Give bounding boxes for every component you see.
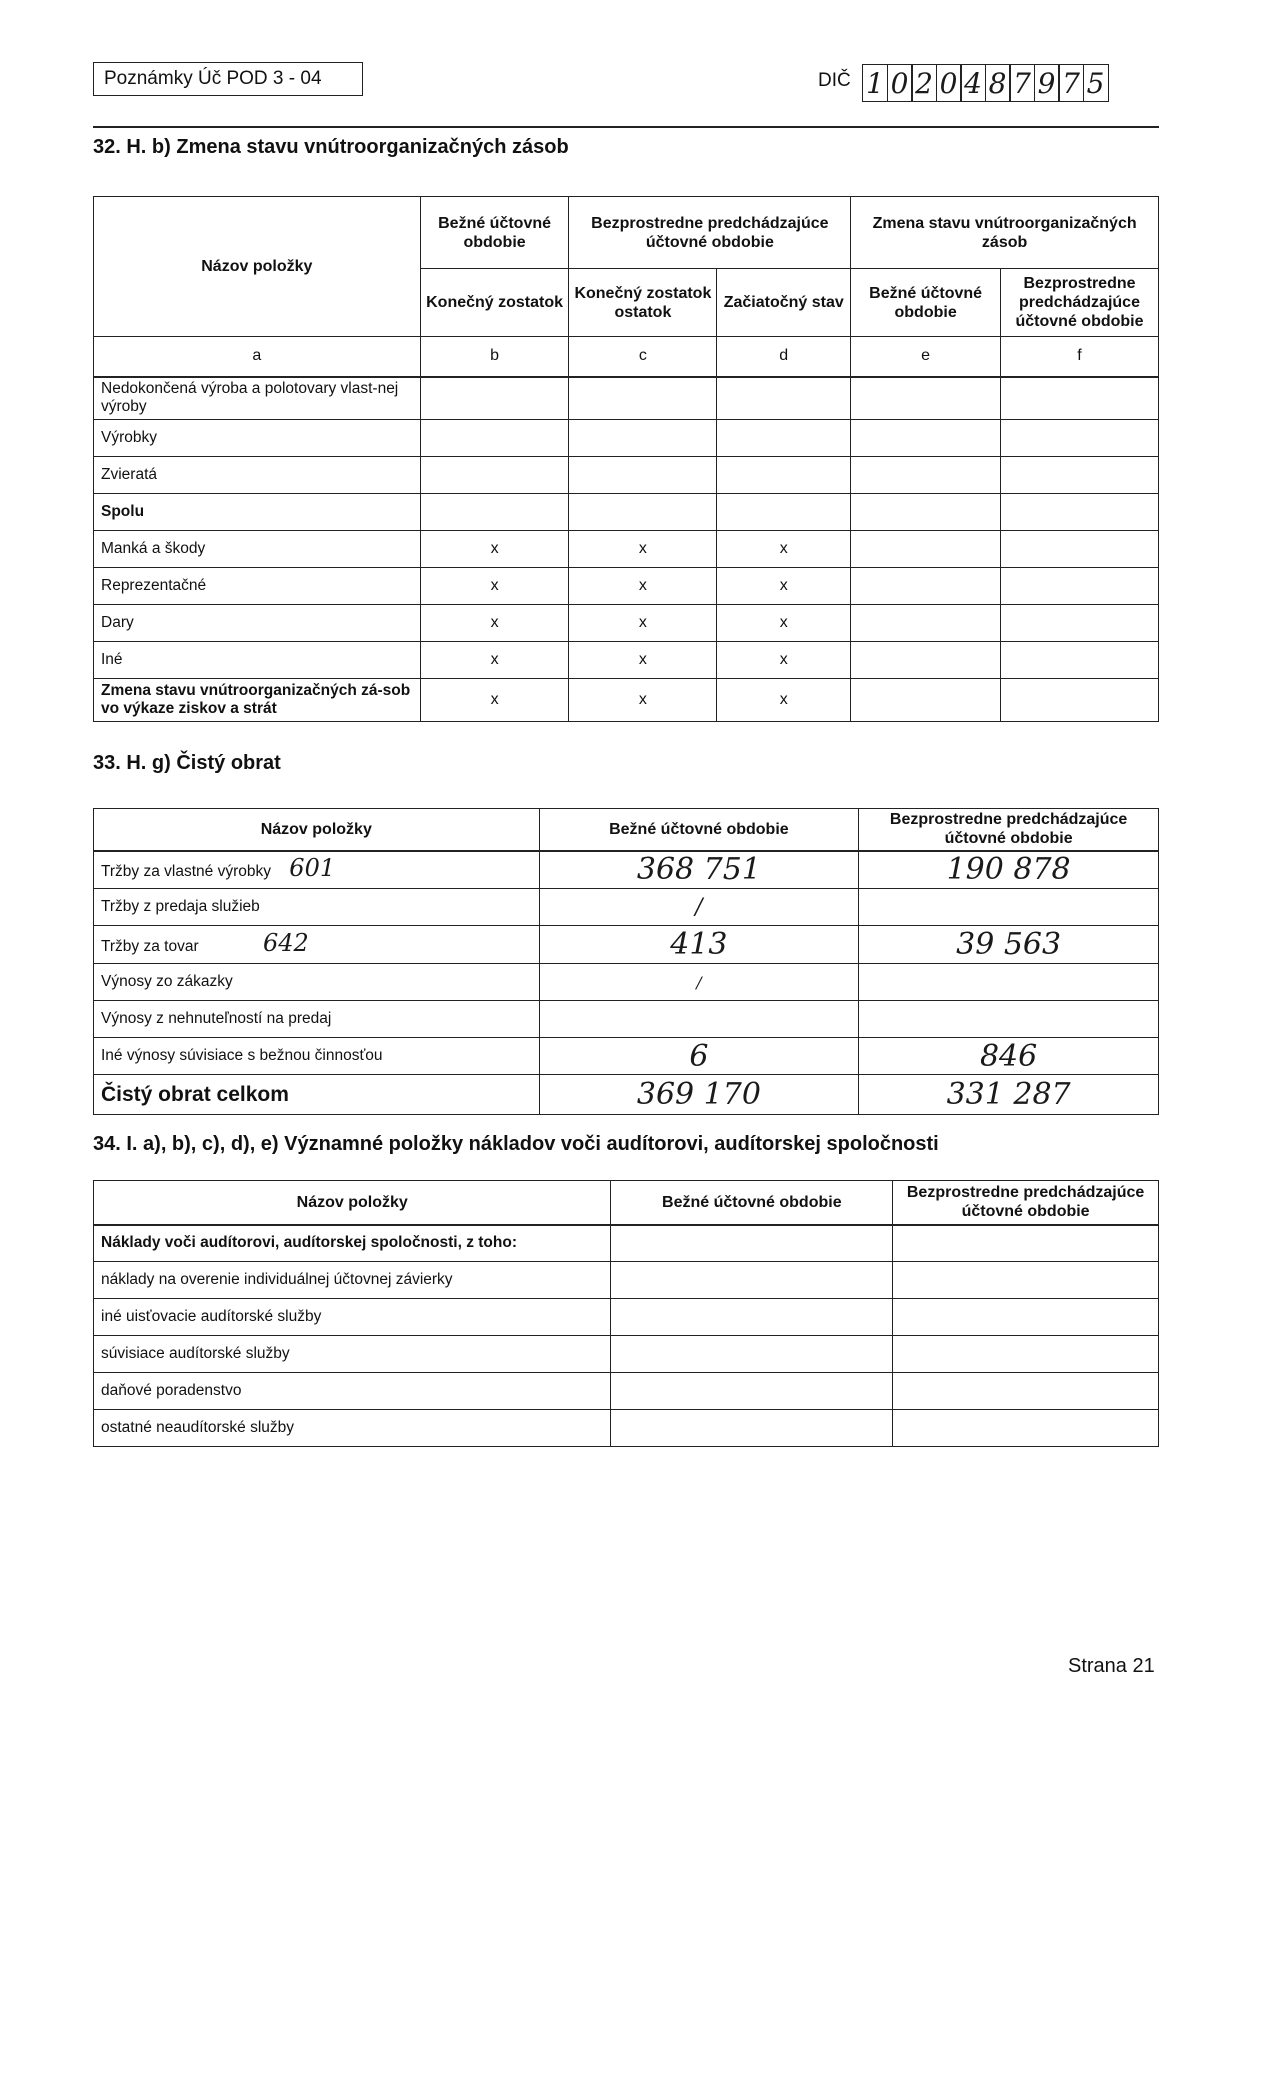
dic-digit: 2 (911, 64, 937, 102)
table-row (94, 642, 1159, 679)
cell-current: / (539, 964, 859, 1001)
dic-digit: 4 (960, 64, 986, 102)
section-34-title: 34. I. a), b), c), d), e) Významné položky nákladov voči audítorovi, audítorskej spoločnosti (93, 1133, 939, 1155)
table-row (94, 964, 1159, 1001)
row-label: iné uisťovacie audítorské služby (94, 1299, 611, 1336)
table-row (94, 494, 1159, 531)
row-label-text: Tržby za tovar (101, 937, 199, 955)
cell-d (717, 420, 851, 457)
cell-previous: 331 287 (859, 1075, 1159, 1115)
row-label: Výnosy z nehnuteľností na predaj (94, 1001, 540, 1038)
cell-previous: 39 563 (859, 926, 1159, 964)
cell-previous (893, 1225, 1159, 1262)
cell-f (1001, 568, 1159, 605)
table-row (94, 1225, 1159, 1262)
table-row (94, 1075, 1159, 1115)
header-prev-ending-balance: Konečný zostatok ostatok (569, 269, 717, 337)
cell-c (569, 420, 717, 457)
cell-c: x (569, 679, 717, 722)
cell-current (611, 1336, 893, 1373)
row-label: daňové poradenstvo (94, 1373, 611, 1410)
cell-previous (893, 1299, 1159, 1336)
header-previous: Bezprostredne predchádzajúce účtovné obdobie (859, 809, 1159, 851)
table-row (94, 605, 1159, 642)
table-row (94, 1262, 1159, 1299)
auditor-costs-table (93, 1180, 1159, 1447)
cell-b (420, 457, 569, 494)
cell-f (1001, 377, 1159, 420)
cell-e (851, 377, 1001, 420)
cell-f (1001, 457, 1159, 494)
column-letter: a (94, 337, 421, 377)
cell-d (717, 494, 851, 531)
table-row (94, 679, 1159, 722)
row-label: Iné (94, 642, 421, 679)
cell-c (569, 457, 717, 494)
cell-current (611, 1373, 893, 1410)
row-label: Tržby z predaja služieb (94, 889, 540, 926)
dic-digit: 7 (1058, 64, 1084, 102)
cell-current (611, 1410, 893, 1447)
cell-current: / (539, 889, 859, 926)
table-row (94, 1299, 1159, 1336)
cell-previous (893, 1262, 1159, 1299)
row-label: Reprezentačné (94, 568, 421, 605)
table-row (94, 926, 1159, 964)
handwritten-account-note: 642 (262, 928, 309, 957)
section-32-title: 32. H. b) Zmena stavu vnútroorganizačných zásob (93, 136, 569, 158)
table-row (94, 377, 1159, 420)
dic-label: DIČ (818, 70, 851, 91)
cell-c: x (569, 642, 717, 679)
cell-current (539, 1001, 859, 1038)
table-row (94, 1410, 1159, 1447)
cell-previous (859, 889, 1159, 926)
cell-c (569, 377, 717, 420)
cell-current: 368 751 (539, 851, 859, 889)
dic-digit-boxes (862, 64, 1107, 102)
cell-e (851, 420, 1001, 457)
cell-d: x (717, 642, 851, 679)
row-label: Manká a škody (94, 531, 421, 568)
dic-digit: 5 (1083, 64, 1109, 102)
cell-d (717, 377, 851, 420)
row-label: ostatné neaudítorské služby (94, 1410, 611, 1447)
cell-b: x (420, 531, 569, 568)
row-label-text: Tržby za vlastné výrobky (101, 862, 271, 880)
column-letter: f (1001, 337, 1159, 377)
cell-b (420, 420, 569, 457)
cell-c (569, 494, 717, 531)
cell-c: x (569, 568, 717, 605)
cell-f (1001, 642, 1159, 679)
table-row (94, 851, 1159, 889)
cell-c: x (569, 531, 717, 568)
cell-d (717, 457, 851, 494)
net-turnover-table (93, 808, 1159, 1115)
cell-f (1001, 420, 1159, 457)
cell-e (851, 494, 1001, 531)
dic-digit: 9 (1034, 64, 1060, 102)
dic-digit: 1 (862, 64, 888, 102)
table-row (94, 1373, 1159, 1410)
column-letter: c (569, 337, 717, 377)
page-number: Strana 21 (1068, 1655, 1155, 1677)
cell-f (1001, 531, 1159, 568)
cell-previous (893, 1410, 1159, 1447)
cell-f (1001, 605, 1159, 642)
cell-current (611, 1225, 893, 1262)
header-opening-state: Začiatočný stav (717, 269, 851, 337)
header-current: Bežné účtovné obdobie (539, 809, 859, 851)
row-label (94, 851, 540, 889)
column-letter: b (420, 337, 569, 377)
header-change-previous: Bezprostredne predchádzajúce účtovné obdobie (1001, 269, 1159, 337)
form-code-box: Poznámky Úč POD 3 - 04 (93, 62, 363, 96)
cell-e (851, 568, 1001, 605)
cell-d: x (717, 605, 851, 642)
table-row (94, 889, 1159, 926)
cell-d: x (717, 568, 851, 605)
cell-b: x (420, 679, 569, 722)
cell-previous (893, 1373, 1159, 1410)
header-name: Názov položky (94, 809, 540, 851)
table-row (94, 568, 1159, 605)
cell-previous (859, 964, 1159, 1001)
cell-e (851, 679, 1001, 722)
row-label: Výrobky (94, 420, 421, 457)
row-label: Zmena stavu vnútroorganizačných zá-sob vo výkaze ziskov a strát (94, 679, 421, 722)
dic-digit: 0 (936, 64, 962, 102)
dic-digit: 8 (985, 64, 1011, 102)
cell-b (420, 494, 569, 531)
table-row (94, 457, 1159, 494)
cell-f (1001, 494, 1159, 531)
table-row (94, 1336, 1159, 1373)
cell-previous: 846 (859, 1038, 1159, 1075)
cell-previous (859, 1001, 1159, 1038)
handwritten-account-note: 601 (289, 853, 336, 882)
row-label: Výnosy zo zákazky (94, 964, 540, 1001)
row-label: Náklady voči audítorovi, audítorskej spoločnosti, z toho: (94, 1225, 611, 1262)
column-letter: d (717, 337, 851, 377)
cell-previous (893, 1336, 1159, 1373)
header-name: Názov položky (94, 197, 421, 337)
cell-previous: 190 878 (859, 851, 1159, 889)
cell-b (420, 377, 569, 420)
dic-digit: 0 (887, 64, 913, 102)
table-row (94, 1001, 1159, 1038)
dic-digit: 7 (1009, 64, 1035, 102)
cell-b: x (420, 568, 569, 605)
row-label: Dary (94, 605, 421, 642)
cell-e (851, 642, 1001, 679)
header-change: Zmena stavu vnútroorganizačných zásob (851, 197, 1159, 269)
header-current-period: Bežné účtovné obdobie (420, 197, 569, 269)
column-letter: e (851, 337, 1001, 377)
cell-b: x (420, 605, 569, 642)
cell-current: 369 170 (539, 1075, 859, 1115)
header-previous: Bezprostredne predchádzajúce účtovné obdobie (893, 1181, 1159, 1225)
row-label: Iné výnosy súvisiace s bežnou činnosťou (94, 1038, 540, 1075)
header-change-current: Bežné účtovné obdobie (851, 269, 1001, 337)
header-current: Bežné účtovné obdobie (611, 1181, 893, 1225)
table-row (94, 420, 1159, 457)
row-label: súvisiace audítorské služby (94, 1336, 611, 1373)
header-previous-period: Bezprostredne predchádzajúce účtovné obdobie (569, 197, 851, 269)
header-ending-balance: Konečný zostatok (420, 269, 569, 337)
row-label: Nedokončená výroba a polotovary vlast-nej výroby (94, 377, 421, 420)
cell-b: x (420, 642, 569, 679)
cell-current: 6 (539, 1038, 859, 1075)
header-divider (93, 126, 1159, 128)
cell-e (851, 605, 1001, 642)
section-33-title: 33. H. g) Čistý obrat (93, 752, 281, 774)
row-label: Zvieratá (94, 457, 421, 494)
cell-current: 413 (539, 926, 859, 964)
table-row (94, 531, 1159, 568)
row-label (94, 926, 540, 964)
row-label: Spolu (94, 494, 421, 531)
cell-d: x (717, 531, 851, 568)
cell-e (851, 531, 1001, 568)
cell-current (611, 1262, 893, 1299)
cell-f (1001, 679, 1159, 722)
inventory-change-table (93, 196, 1159, 722)
header-name: Názov položky (94, 1181, 611, 1225)
row-label: náklady na overenie individuálnej účtovnej závierky (94, 1262, 611, 1299)
table-row (94, 1038, 1159, 1075)
cell-c: x (569, 605, 717, 642)
row-label: Čistý obrat celkom (94, 1075, 540, 1115)
cell-d: x (717, 679, 851, 722)
cell-current (611, 1299, 893, 1336)
cell-e (851, 457, 1001, 494)
